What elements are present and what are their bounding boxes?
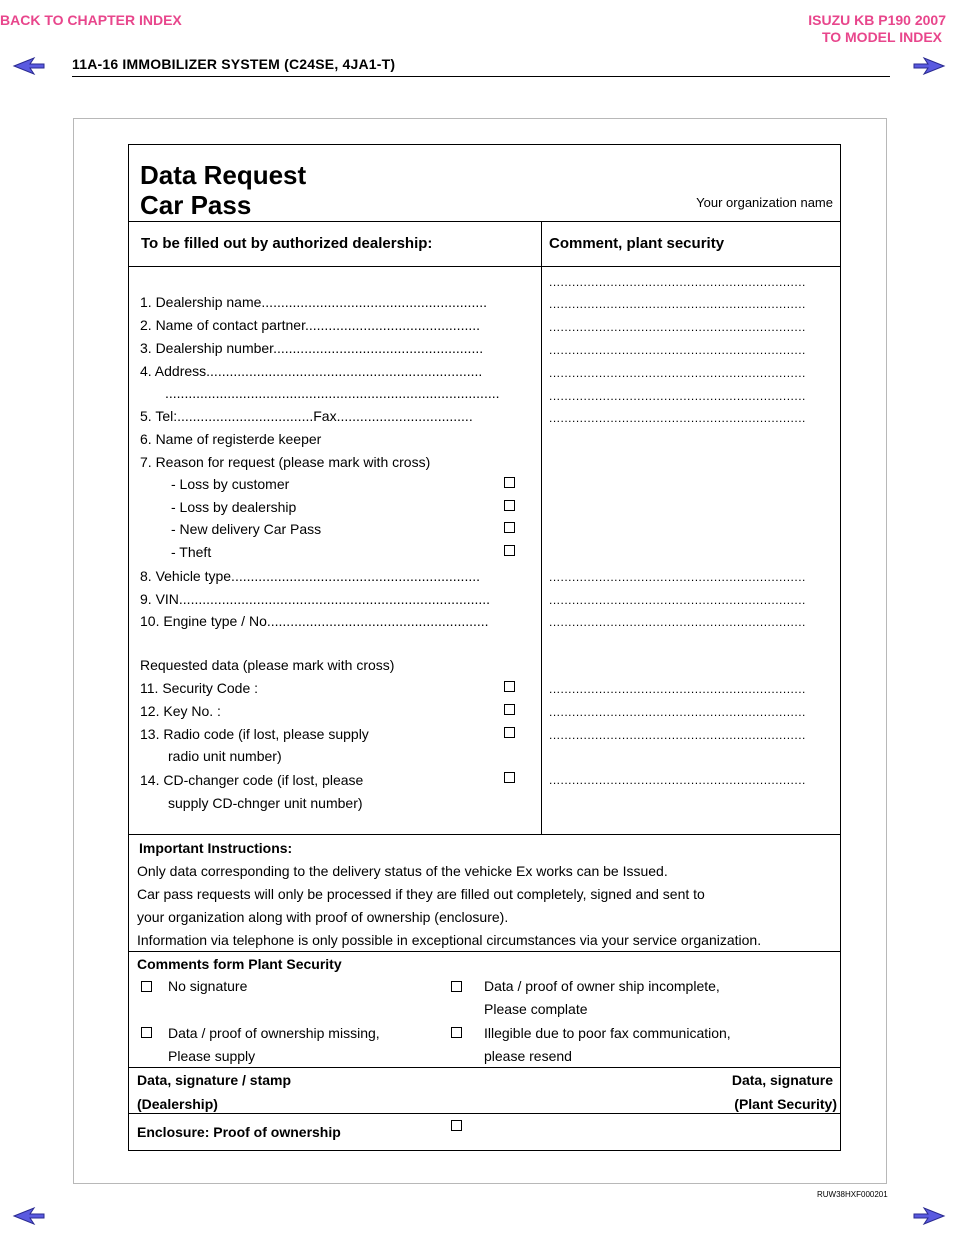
enclosure-label: Enclosure: Proof of ownership — [137, 1124, 341, 1140]
checkbox-key-no[interactable] — [504, 704, 515, 715]
organization-name: Your organization name — [696, 195, 833, 210]
comment-line: ................................................................... — [549, 343, 806, 357]
comment-proof-incomplete-line2: Please complate — [484, 1001, 588, 1017]
prev-page-arrow-icon[interactable] — [12, 1207, 46, 1225]
comment-line: ................................................................... — [549, 773, 806, 787]
item-security-code: 11. Security Code : — [140, 680, 259, 696]
instruction-line: your organization along with proof of ownership (enclosure). — [137, 909, 509, 925]
item-contact-partner: 2. Name of contact partner............................................. — [140, 317, 481, 333]
header-divider — [72, 76, 890, 77]
item-vin: 9. VIN................................................................................ — [140, 591, 491, 607]
item-tel-fax: 5. Tel:...................................Fax................................... — [140, 408, 473, 424]
instruction-line: Only data corresponding to the delivery status of the vehicke Ex works can be Issued. — [137, 863, 668, 879]
comment-illegible-fax-line2: please resend — [484, 1048, 572, 1064]
page-title: 11A-16 IMMOBILIZER SYSTEM (C24SE, 4JA1-T) — [72, 56, 396, 72]
instruction-line: Information via telephone is only possible in exceptional circumstances via your service organization. — [137, 932, 762, 948]
reason-loss-by-dealership: - Loss by dealership — [171, 499, 297, 515]
item-address: 4. Address....................................................................... — [140, 363, 483, 379]
signature-dealership-label: Data, signature / stamp — [137, 1072, 292, 1088]
signature-plant-security-sublabel: (Plant Security) — [734, 1096, 837, 1112]
checkbox-loss-by-dealership[interactable] — [504, 500, 515, 511]
divider — [129, 834, 840, 835]
figure-code: RUW38HXF000201 — [817, 1190, 888, 1199]
comment-proof-missing: Data / proof of ownership missing, — [168, 1025, 380, 1041]
prev-page-arrow-icon[interactable] — [12, 57, 46, 75]
item-vehicle-type: 8. Vehicle type................................................................ — [140, 568, 480, 584]
item-cd-changer-line2: supply CD-chnger unit number) — [168, 795, 363, 811]
model-title-link[interactable]: ISUZU KB P190 2007 — [808, 12, 946, 28]
comment-illegible-fax: Illegible due to poor fax communication, — [484, 1025, 731, 1041]
checkbox-theft[interactable] — [504, 545, 515, 556]
car-pass-form — [128, 144, 841, 1151]
comment-line: ................................................................... — [549, 389, 806, 403]
column-divider — [541, 221, 542, 834]
requested-data-heading: Requested data (please mark with cross) — [140, 657, 395, 673]
checkbox-loss-by-customer[interactable] — [504, 477, 515, 488]
comment-proof-incomplete: Data / proof of owner ship incomplete, — [484, 978, 720, 994]
comment-line: ................................................................... — [549, 682, 806, 696]
back-to-chapter-index-link[interactable]: BACK TO CHAPTER INDEX — [0, 12, 182, 28]
dealership-column-header: To be filled out by authorized dealership: — [141, 235, 433, 252]
comment-line: ................................................................... — [549, 570, 806, 584]
item-radio-code-line2: radio unit number) — [168, 748, 282, 764]
checkbox-radio-code[interactable] — [504, 727, 515, 738]
item-address-line2: ...................................................................................... — [165, 385, 500, 401]
comment-no-signature: No signature — [168, 978, 248, 994]
item-registered-keeper: 6. Name of registerde keeper — [140, 431, 322, 447]
comment-line: ................................................................... — [549, 411, 806, 425]
divider — [129, 951, 840, 952]
item-reason: 7. Reason for request (please mark with cross) — [140, 454, 431, 470]
checkbox-new-delivery[interactable] — [504, 522, 515, 533]
important-instructions-heading: Important Instructions: — [139, 840, 293, 856]
divider — [129, 1067, 840, 1068]
comment-line: ................................................................... — [549, 320, 806, 334]
reason-theft: - Theft — [171, 544, 212, 560]
item-cd-changer-code: 14. CD-changer code (if lost, please — [140, 772, 364, 788]
form-title-line2: Car Pass — [140, 190, 252, 220]
checkbox-no-signature[interactable] — [141, 981, 152, 992]
item-key-no: 12. Key No. : — [140, 703, 221, 719]
next-page-arrow-icon[interactable] — [912, 1207, 946, 1225]
item-engine-type: 10. Engine type / No......................................................... — [140, 613, 489, 629]
checkbox-security-code[interactable] — [504, 681, 515, 692]
to-model-index-link[interactable]: TO MODEL INDEX — [821, 29, 942, 45]
checkbox-illegible-fax[interactable] — [451, 1027, 462, 1038]
item-radio-code: 13. Radio code (if lost, please supply — [140, 726, 369, 742]
checkbox-proof-incomplete[interactable] — [451, 981, 462, 992]
checkbox-cd-changer-code[interactable] — [504, 772, 515, 783]
checkbox-enclosure[interactable] — [451, 1120, 462, 1131]
comments-plant-security-heading: Comments form Plant Security — [137, 956, 342, 972]
comment-line: ................................................................... — [549, 705, 806, 719]
divider — [129, 221, 840, 222]
instruction-line: Car pass requests will only be processed if they are filled out completely, signed and sent to — [137, 886, 705, 902]
divider — [129, 266, 840, 267]
reason-new-delivery: - New delivery Car Pass — [171, 521, 322, 537]
comment-line: ................................................................... — [549, 297, 806, 311]
form-title-line1: Data Request — [140, 160, 307, 190]
comment-line: ................................................................... — [549, 366, 806, 380]
next-page-arrow-icon[interactable] — [912, 57, 946, 75]
comment-line: ................................................................... — [549, 593, 806, 607]
divider — [129, 1113, 840, 1114]
comment-line: ................................................................... — [549, 728, 806, 742]
reason-loss-by-customer: - Loss by customer — [171, 476, 290, 492]
comment-line: ................................................................... — [549, 615, 806, 629]
item-dealership-number: 3. Dealership number...................................................... — [140, 340, 484, 356]
signature-plant-security-label: Data, signature — [731, 1072, 833, 1088]
comment-line: ................................................................... — [549, 275, 806, 289]
comment-proof-missing-line2: Please supply — [168, 1048, 256, 1064]
item-dealership-name: 1. Dealership name.......................................................... — [140, 294, 487, 310]
plant-security-column-header: Comment, plant security — [549, 235, 725, 252]
signature-dealership-sublabel: (Dealership) — [137, 1096, 218, 1112]
checkbox-proof-missing[interactable] — [141, 1027, 152, 1038]
